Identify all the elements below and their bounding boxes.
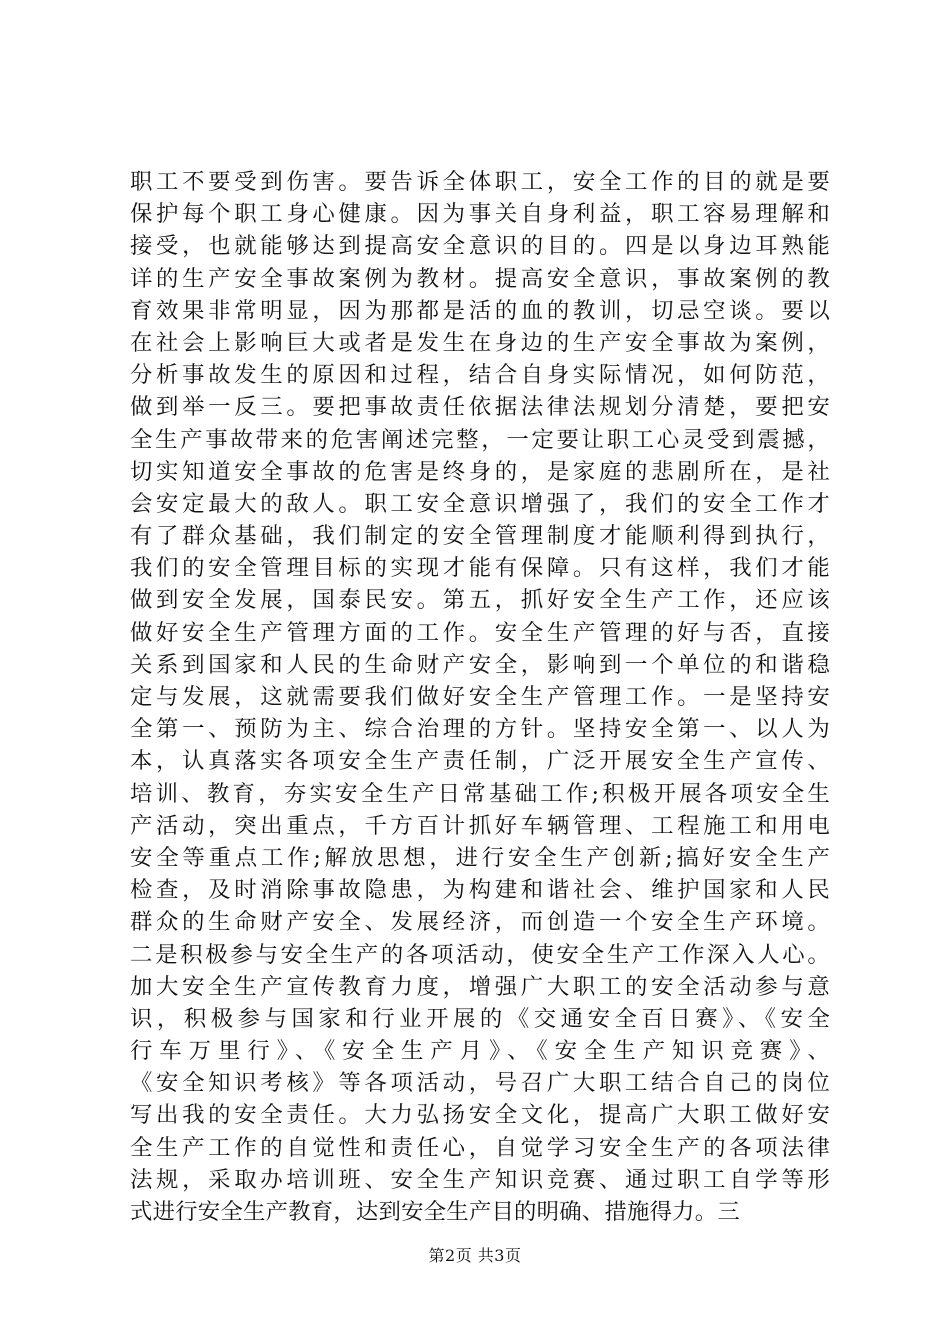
text-line: 群众的生命财产安全、发展经济，而创造一个安全生产环境。 [130,909,830,936]
text-line: 产活动，突出重点，千方百计抓好车辆管理、工程施工和用电 [130,812,830,839]
text-line: 式进行安全生产教育，达到安全生产目的明确、措施得力。三 [130,1199,740,1225]
text-line: 培训、教育，夯实安全生产日常基础工作;积极开展各项安全生 [130,780,830,807]
text-line: 全生产事故带来的危害阐述完整，一定要让职工心灵受到震撼， [130,426,830,453]
text-line: 接受，也就能够达到提高安全意识的目的。四是以身边耳熟能 [130,233,830,260]
text-line: 检查，及时消除事故隐患，为构建和谐社会、维护国家和人民 [130,877,830,904]
text-line: 在社会上影响巨大或者是发生在身边的生产安全事故为案例， [130,329,830,356]
text-line: 本，认真落实各项安全生产责任制，广泛开展安全生产宣传、 [130,748,830,775]
text-line: 安全等重点工作;解放思想，进行安全生产创新;搞好安全生产 [130,844,830,871]
text-line: 《安全知识考核》等各项活动，号召广大职工结合自己的岗位 [130,1070,830,1097]
text-line: 法规，采取办培训班、安全生产知识竞赛、通过职工自学等形 [130,1166,830,1193]
text-line: 做好安全生产管理方面的工作。安全生产管理的好与否，直接 [130,619,830,646]
text-line: 行车万里行》、《安全生产月》、《安全生产知识竞赛》、 [130,1038,830,1065]
text-line: 切实知道安全事故的危害是终身的，是家庭的悲剧所在，是社 [130,458,830,485]
text-line: 职工不要受到伤害。要告诉全体职工，安全工作的目的就是要 [130,169,830,195]
text-line: 定与发展，这就需要我们做好安全生产管理工作。一是坚持安 [130,684,830,710]
text-line: 我们的安全管理目标的实现才能有保障。只有这样，我们才能 [130,555,830,582]
text-line: 做到安全发展，国泰民安。第五，抓好安全生产工作，还应该 [130,587,830,614]
page-footer: 第2页 共3页 [428,1246,522,1265]
text-line: 育效果非常明显，因为那都是活的血的教训，切忌空谈。要以 [130,297,830,324]
text-line: 详的生产安全事故案例为教材。提高安全意识，事故案例的教 [130,265,830,292]
body-paragraph [130,166,830,1228]
text-line: 有了群众基础，我们制定的安全管理制度才能顺利得到执行， [130,523,830,550]
text-line: 加大安全生产宣传教育力度，增强广大职工的安全活动参与意 [130,973,830,1000]
text-line: 全生产工作的自觉性和责任心，自觉学习安全生产的各项法律 [130,1134,830,1161]
text-line: 识，积极参与国家和行业开展的《交通安全百日赛》、《安全 [130,1005,830,1032]
text-line: 分析事故发生的原因和过程，结合自身实际情况，如何防范， [130,362,830,389]
text-line: 写出我的安全责任。大力弘扬安全文化，提高广大职工做好安 [130,1102,830,1129]
text-line: 全第一、预防为主、综合治理的方针。坚持安全第一、以人为 [130,716,830,743]
text-line: 会安定最大的敌人。职工安全意识增强了，我们的安全工作才 [130,490,830,517]
text-line: 关系到国家和人民的生命财产安全，影响到一个单位的和谐稳 [130,651,830,678]
text-line: 二是积极参与安全生产的各项活动，使安全生产工作深入人心。 [130,941,830,968]
text-line: 保护每个职工身心健康。因为事关自身利益，职工容易理解和 [130,201,830,228]
text-line: 做到举一反三。要把事故责任依据法律法规划分清楚，要把安 [130,394,830,421]
